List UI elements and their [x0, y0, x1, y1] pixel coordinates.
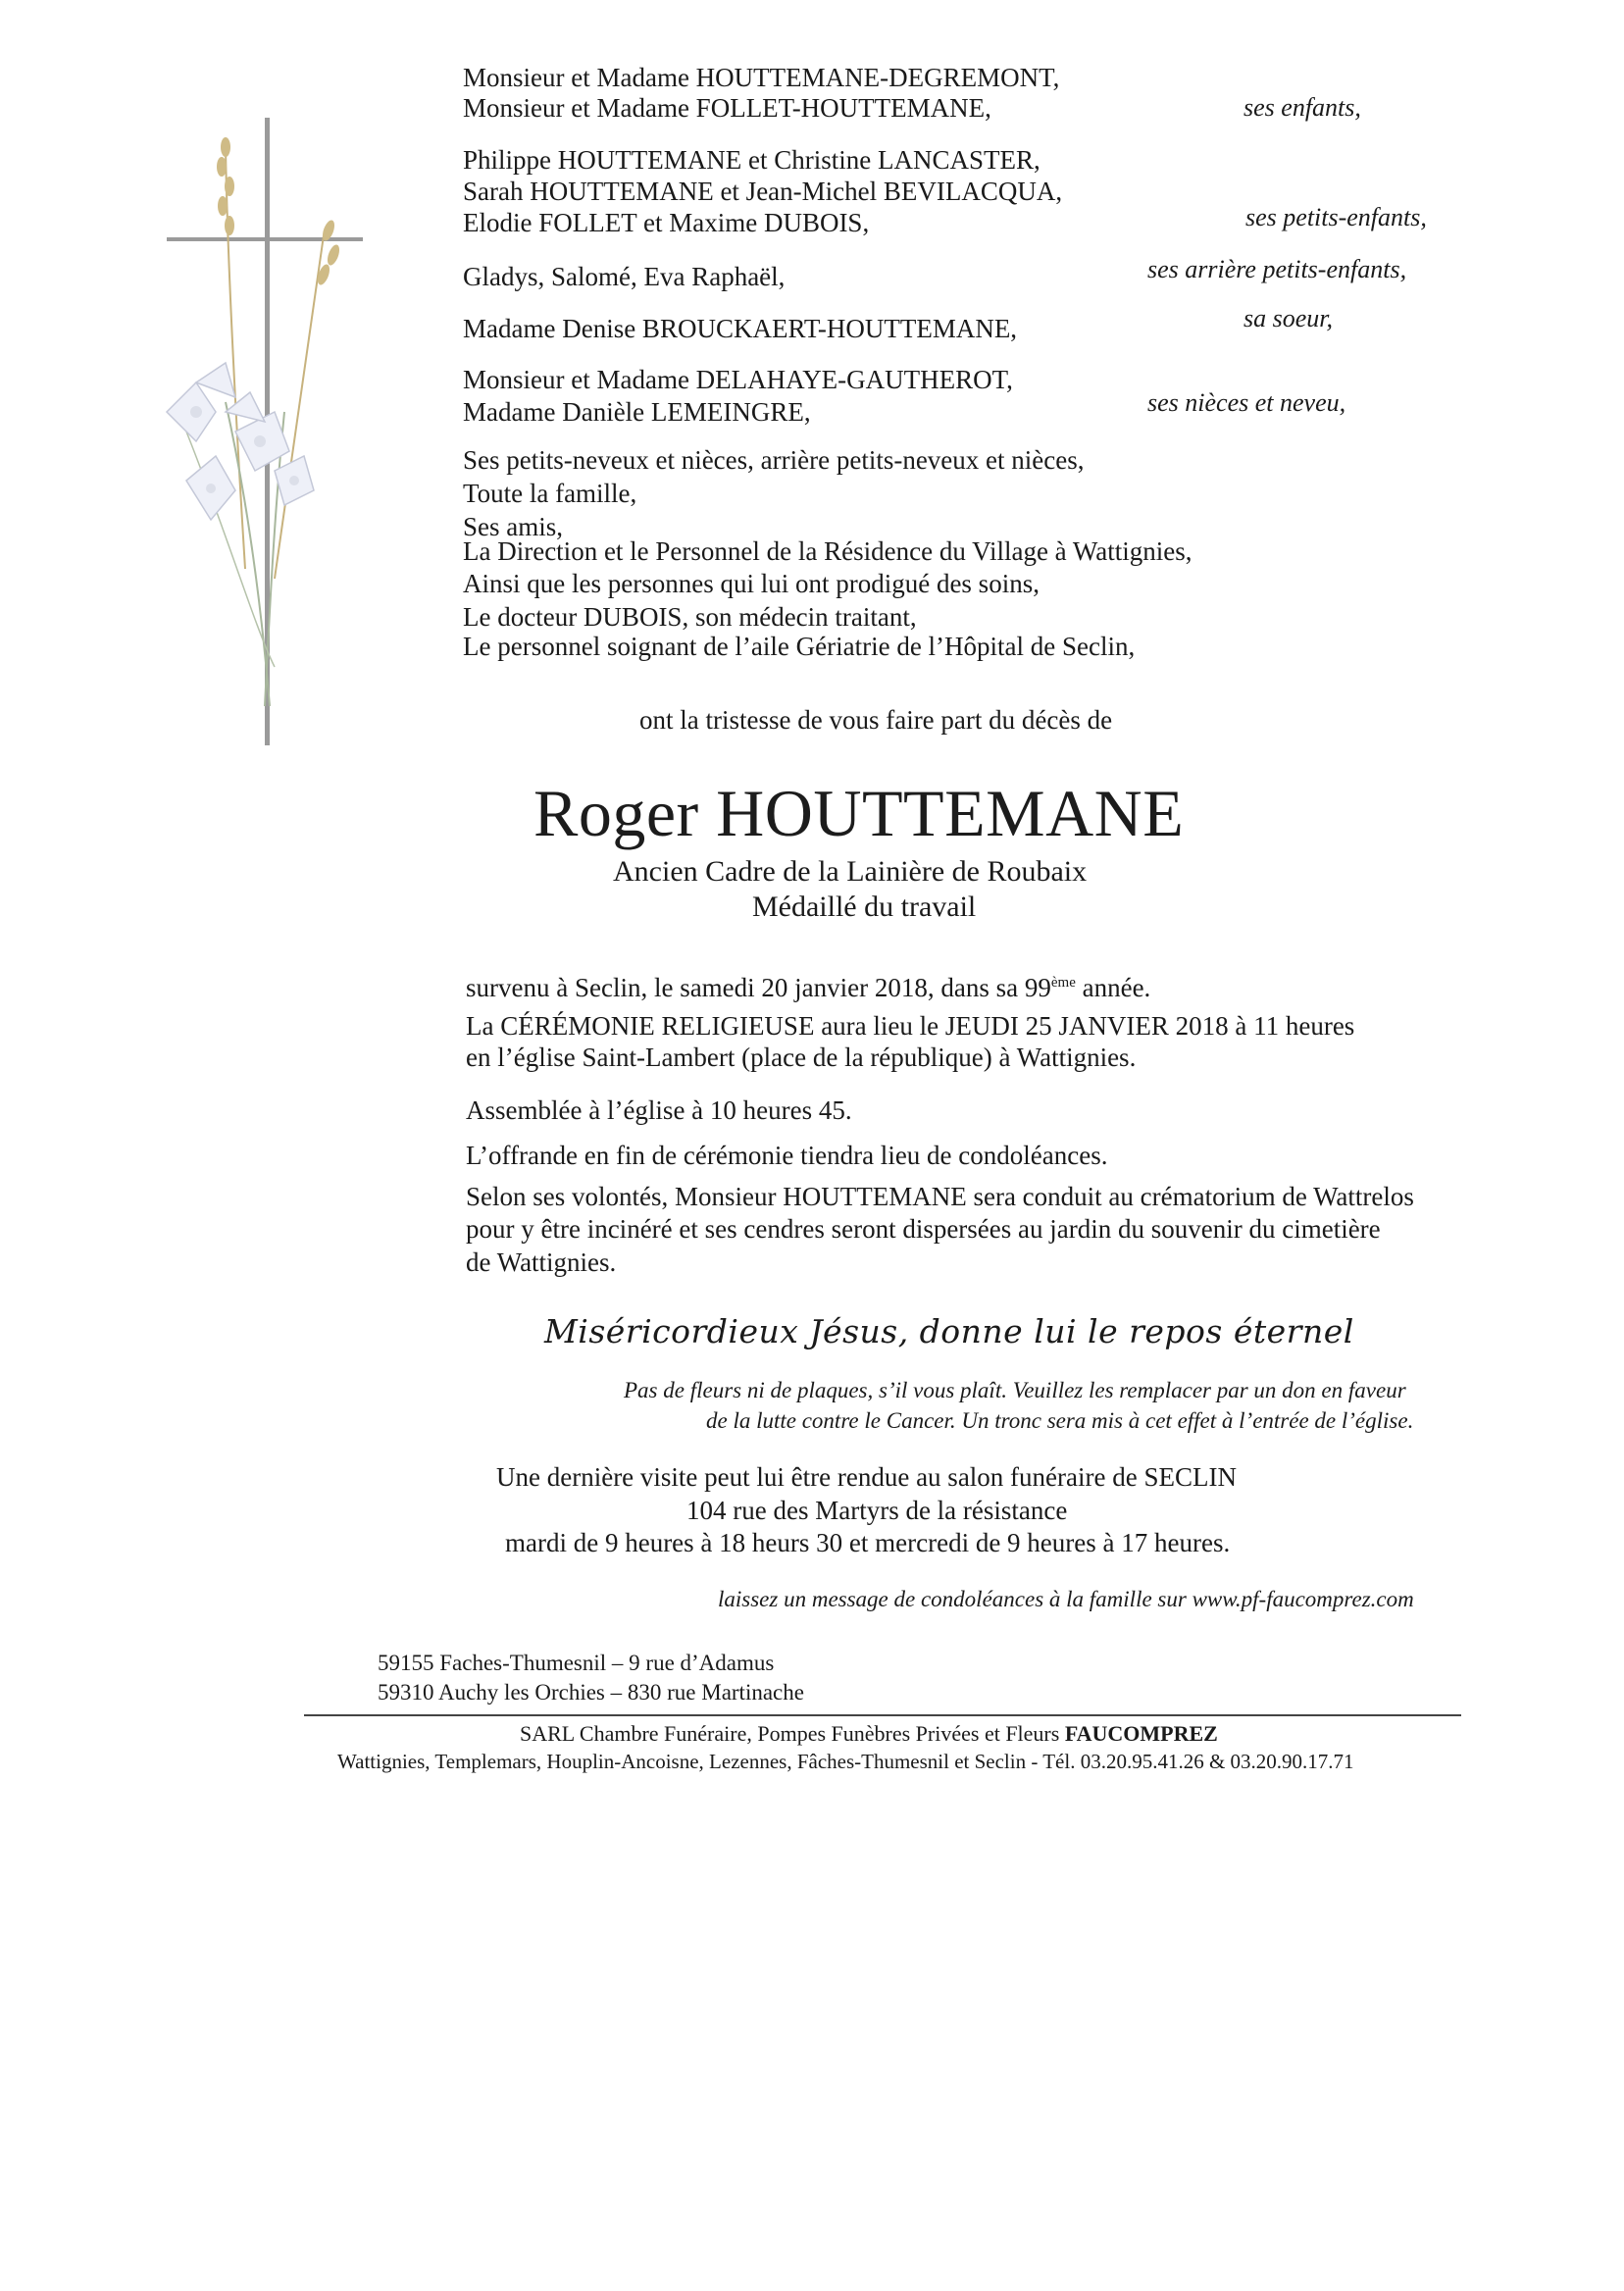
address-line: 59310 Auchy les Orchies – 830 rue Martinache	[378, 1680, 804, 1705]
family-line: Philippe HOUTTEMANE et Christine LANCASTER,	[463, 145, 1040, 175]
relation-label: ses arrière petits-enfants,	[1147, 255, 1407, 283]
wishes-line: Selon ses volontés, Monsieur HOUTTEMANE sera conduit au crématorium de Wattrelos	[466, 1182, 1414, 1211]
offering-info: L’offrande en fin de cérémonie tiendra lieu de condoléances.	[466, 1141, 1108, 1170]
others-line: Ainsi que les personnes qui lui ont prodigué des soins,	[463, 569, 1040, 598]
deceased-medal: Médaillé du travail	[752, 891, 977, 923]
announcement: ont la tristesse de vous faire part du décès de	[639, 705, 1113, 735]
wishes-line: pour y être incinéré et ses cendres seront dispersées au jardin du souvenir du cimetière	[466, 1214, 1381, 1244]
others-line: Le personnel soignant de l’aile Gériatrie de l’Hôpital de Seclin,	[463, 632, 1136, 661]
prayer: Miséricordieux Jésus, donne lui le repos éternel	[544, 1312, 1354, 1350]
family-line: Gladys, Salomé, Eva Raphaël,	[463, 262, 786, 291]
address-line: 59155 Faches-Thumesnil – 9 rue d’Adamus	[378, 1651, 775, 1675]
footer-locations: Wattignies, Templemars, Houplin-Ancoisne, Lezennes, Fâches-Thumesnil et Seclin - Tél. 03.20.95.41.26 & 03.20.90.17.71	[337, 1750, 1354, 1773]
death-notice: survenu à Seclin, le samedi 20 janvier 2018, dans sa 99ème année.	[466, 973, 1151, 1002]
ceremony-line: en l’église Saint-Lambert (place de la république) à Wattignies.	[466, 1043, 1137, 1072]
others-line: La Direction et le Personnel de la Résidence du Village à Wattignies,	[463, 536, 1193, 566]
family-line: Monsieur et Madame HOUTTEMANE-DEGREMONT,	[463, 63, 1060, 92]
deceased-name: Roger HOUTTEMANE	[533, 776, 1185, 850]
family-line: Monsieur et Madame FOLLET-HOUTTEMANE,	[463, 93, 991, 123]
relation-label: sa soeur,	[1243, 304, 1334, 332]
others-line: Ses amis,	[463, 512, 564, 541]
family-line: Monsieur et Madame DELAHAYE-GAUTHEROT,	[463, 365, 1013, 394]
cross-with-lilies-illustration	[127, 118, 382, 765]
others-line: Le docteur DUBOIS, son médecin traitant,	[463, 602, 917, 632]
relation-label: ses nièces et neveu,	[1147, 388, 1346, 417]
footer-divider	[304, 1714, 1461, 1716]
family-line: Sarah HOUTTEMANE et Jean-Michel BEVILACQUA,	[463, 177, 1063, 206]
flowers-note-line: de la lutte contre le Cancer. Un tronc sera mis à cet effet à l’entrée de l’église.	[706, 1408, 1414, 1433]
ceremony-line: La CÉRÉMONIE RELIGIEUSE aura lieu le JEUDI 25 JANVIER 2018 à 11 heures	[466, 1011, 1355, 1041]
wishes-line: de Wattignies.	[466, 1247, 617, 1277]
family-line: Madame Danièle LEMEINGRE,	[463, 397, 811, 427]
relation-label: ses enfants,	[1243, 93, 1361, 122]
assembly-info: Assemblée à l’église à 10 heures 45.	[466, 1095, 852, 1125]
website-note: laissez un message de condoléances à la famille sur www.pf-faucomprez.com	[718, 1587, 1414, 1611]
family-line: Madame Denise BROUCKAERT-HOUTTEMANE,	[463, 314, 1018, 343]
others-line: Toute la famille,	[463, 479, 637, 508]
others-line: Ses petits-neveux et nièces, arrière petits-neveux et nièces,	[463, 445, 1085, 475]
footer-company: SARL Chambre Funéraire, Pompes Funèbres Privées et Fleurs FAUCOMPREZ	[520, 1721, 1218, 1746]
relation-label: ses petits-enfants,	[1245, 203, 1427, 231]
visit-line: Une dernière visite peut lui être rendue au salon funéraire de SECLIN	[496, 1462, 1237, 1492]
family-line: Elodie FOLLET et Maxime DUBOIS,	[463, 208, 870, 237]
deceased-title: Ancien Cadre de la Lainière de Roubaix	[613, 855, 1088, 888]
flowers-note-line: Pas de fleurs ni de plaques, s’il vous plaît. Veuillez les remplacer par un don en faveur	[624, 1378, 1406, 1402]
visit-line: 104 rue des Martyrs de la résistance	[686, 1496, 1068, 1525]
visit-line: mardi de 9 heures à 18 heurs 30 et mercredi de 9 heures à 17 heures.	[505, 1528, 1231, 1557]
